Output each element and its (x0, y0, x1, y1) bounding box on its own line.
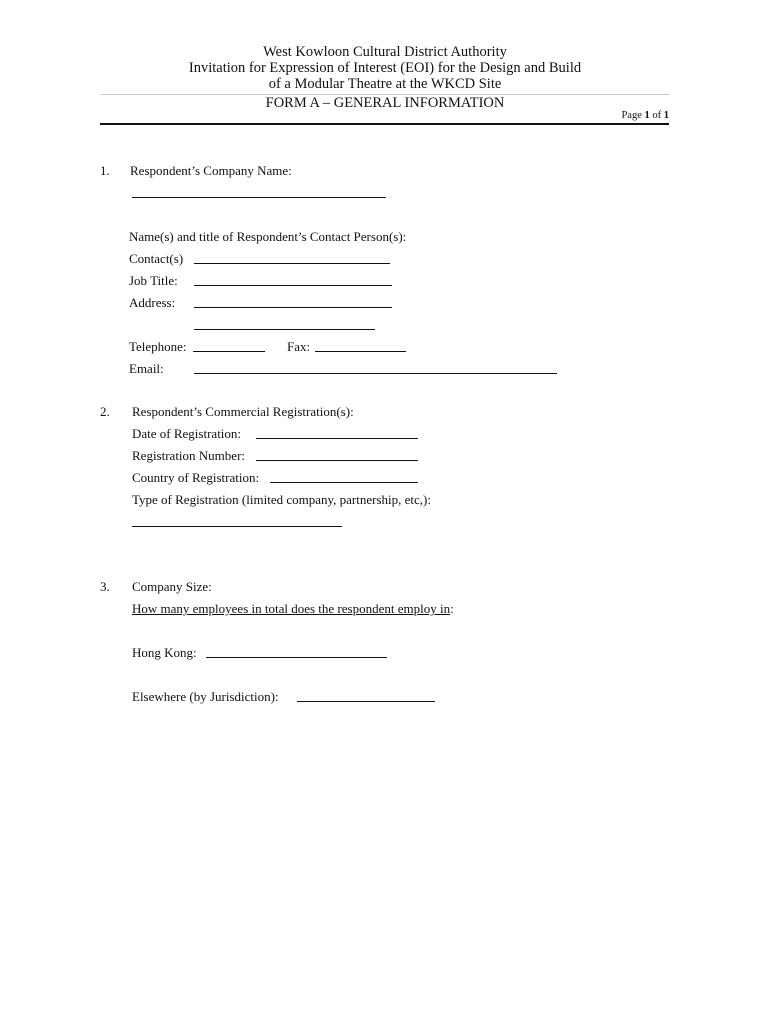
registration-date-label: Date of Registration: (132, 426, 242, 441)
authority-name: West Kowloon Cultural District Authority (263, 44, 507, 60)
header-rule (100, 123, 669, 125)
address-field-line-2[interactable] (194, 329, 375, 330)
telephone-label: Telephone: (129, 339, 187, 354)
registration-country-label: Country of Registration: (132, 470, 260, 485)
eoi-title-line-1: Invitation for Expression of Interest (EOI) for the Design and Build (188, 60, 582, 76)
registration-date-field[interactable] (256, 438, 418, 439)
fax-label: Fax: (287, 339, 311, 354)
elsewhere-label: Elsewhere (by Jurisdiction): (132, 689, 279, 704)
address-field-line-1[interactable] (194, 307, 392, 308)
company-size-heading: Company Size: (132, 579, 212, 594)
registration-number-field[interactable] (256, 460, 418, 461)
fax-field[interactable] (315, 351, 406, 352)
eoi-title-line-2: of a Modular Theatre at the WKCD Site (268, 76, 502, 92)
hong-kong-label: Hong Kong: (132, 645, 197, 660)
hong-kong-employees-field[interactable] (206, 657, 387, 658)
elsewhere-employees-field[interactable] (297, 701, 435, 702)
contact-person-heading: Name(s) and title of Respondent’s Contact Person(s): (129, 229, 407, 244)
job-title-label: Job Title: (129, 273, 178, 288)
email-label: Email: (129, 361, 164, 376)
address-label: Address: (129, 295, 176, 310)
company-name-field[interactable] (132, 197, 386, 198)
page-indicator: Page 1 of 1 (621, 110, 669, 121)
section-2-number: 2. (100, 404, 110, 419)
commercial-registration-heading: Respondent’s Commercial Registration(s): (132, 404, 354, 419)
registration-type-field[interactable] (132, 526, 342, 527)
telephone-field[interactable] (193, 351, 265, 352)
registration-number-label: Registration Number: (132, 448, 246, 463)
contacts-label: Contact(s) (129, 251, 184, 266)
job-title-field[interactable] (194, 285, 392, 286)
form-title: FORM A – GENERAL INFORMATION (265, 95, 505, 111)
employee-count-question: How many employees in total does the respondent employ in: (132, 601, 454, 616)
contacts-field[interactable] (194, 263, 390, 264)
section-1-number: 1. (100, 163, 110, 178)
section-3-number: 3. (100, 579, 110, 594)
email-field[interactable] (194, 373, 557, 374)
registration-country-field[interactable] (270, 482, 418, 483)
registration-type-label: Type of Registration (limited company, partnership, etc,): (132, 492, 431, 507)
company-name-label: Respondent’s Company Name: (130, 163, 292, 178)
